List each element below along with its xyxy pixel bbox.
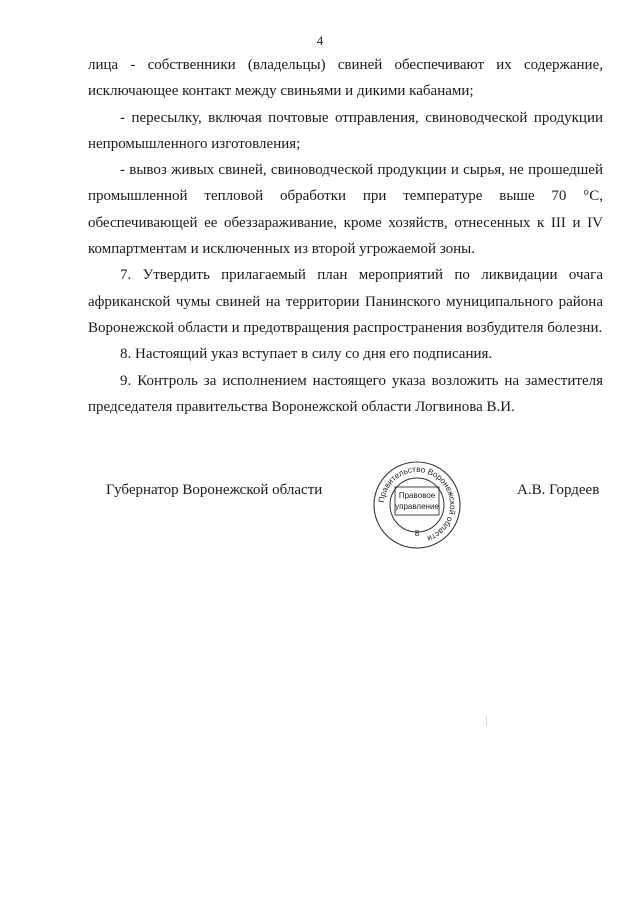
paragraph-item-8: 8. Настоящий указ вступает в силу со дня его подписания. xyxy=(120,346,493,363)
stamp-mark: 8 xyxy=(414,529,420,538)
paragraph-live-pigs-export: - вывоз живых свиней, свиноводческой продукции и сырья, не прошедшей промышленной тепловой обработки при температуре выше 70 °С, обеспечивающей ее обеззараживание, кроме хозяйств, отнесенных к III и IV компартментам и исключенных из второй угрожаемой зоны. xyxy=(88,162,603,258)
signature-block xyxy=(0,460,640,550)
signatory-name: А.В. Гордеев xyxy=(517,482,600,498)
stamp-center-line-2: управление xyxy=(395,502,439,511)
paragraph-continuation: лица - собственники (владельцы) свиней обеспечивают их содержание, исключающее контакт между свиньями и дикими кабанами; xyxy=(88,57,603,100)
stamp-seal-graphic xyxy=(372,460,462,550)
approval-stamp xyxy=(372,460,462,550)
paragraph-item-9: 9. Контроль за исполнением настоящего указа возложить на заместителя председателя правительства Воронежской области Логвинова В.И. xyxy=(88,372,603,415)
scan-artifact xyxy=(486,716,487,726)
page-number: 4 xyxy=(316,33,324,48)
paragraph-mail-shipping: - пересылку, включая почтовые отправления, свиноводческой продукции непромышленного изготовления; xyxy=(88,109,603,152)
signatory-title: Губернатор Воронежской области xyxy=(106,482,323,498)
stamp-ring-text: Правительство Воронежской области xyxy=(377,464,458,544)
document-body xyxy=(88,52,603,420)
stamp-center-line-1: Правовое xyxy=(398,491,436,500)
paragraph-item-7: 7. Утвердить прилагаемый план мероприятий по ликвидации очага африканской чумы свиней на территории Панинского муниципального района Воронежской области и предотвращения распространения возбудителя болезни. xyxy=(88,267,603,336)
